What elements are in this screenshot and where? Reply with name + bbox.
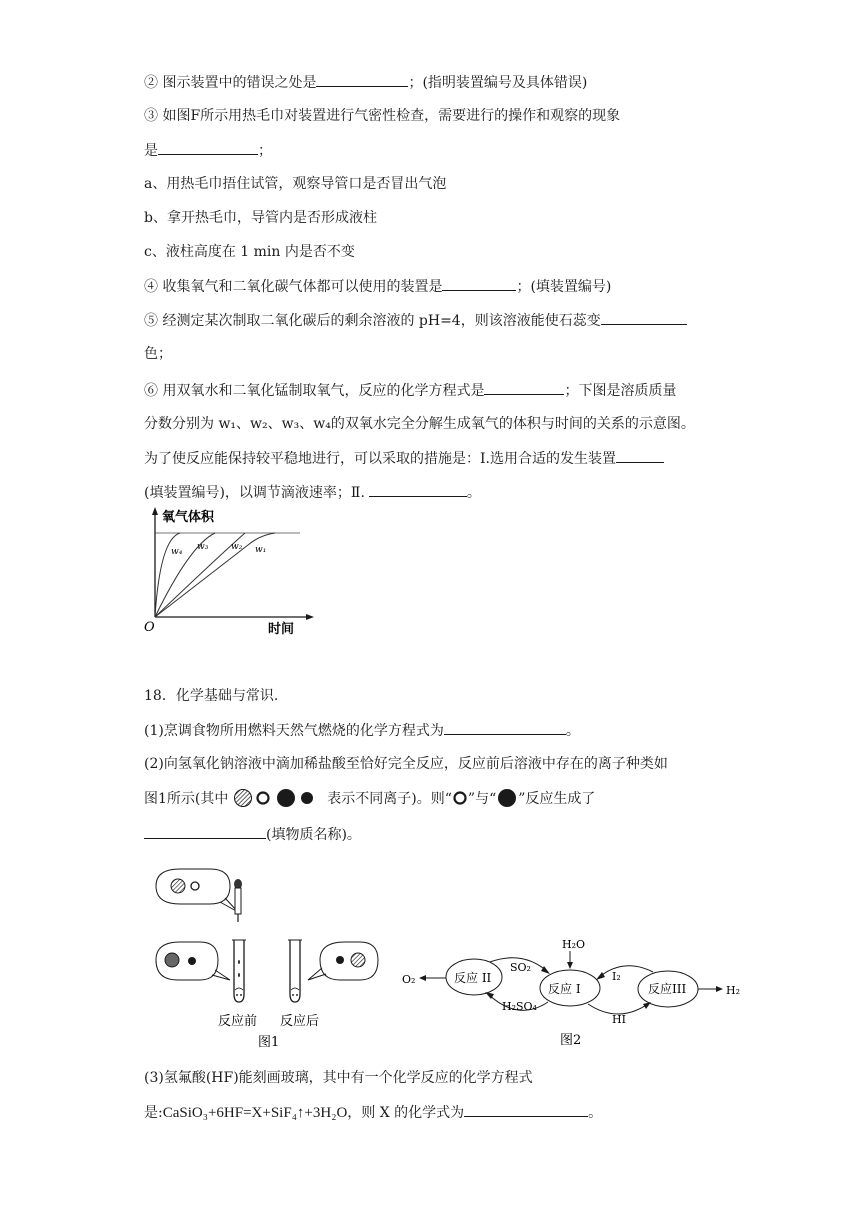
- hollow-ion-icon: [257, 793, 268, 804]
- curve-label-w1: w₁: [255, 545, 267, 555]
- answer-blank[interactable]: [158, 140, 258, 155]
- y-axis-label: 氧气体积: [162, 510, 215, 525]
- hollow-ion-icon: [191, 882, 199, 890]
- test-tube-before: [234, 940, 244, 1002]
- hatched-ion-icon: [351, 953, 365, 967]
- q17-item5: ⑤ 经测定某次制取二氧化碳后的剩余溶液的 pH=4，则该溶液能使石蕊变: [144, 310, 687, 331]
- large-dark-ion-icon: [277, 789, 295, 807]
- q17-item4: ④ 收集氧气和二氧化碳气体都可以使用的装置是 ；(填装置编号): [144, 276, 611, 297]
- q18-heading: 18．化学基础与常识.: [144, 688, 279, 704]
- answer-blank[interactable]: [144, 824, 266, 839]
- answer-blank[interactable]: [444, 720, 566, 735]
- dropper-icon: [235, 888, 241, 914]
- h2so4-label: H₂SO₄: [502, 1000, 537, 1013]
- h2o-label: H₂O: [562, 938, 586, 951]
- label-before: 反应前: [218, 1014, 258, 1029]
- option-a: a、用热毛巾捂住试管，观察导管口是否冒出气泡: [144, 176, 447, 192]
- q17-item2: ② 图示装置中的错误之处是 ；(指明装置编号及具体错误): [144, 72, 587, 93]
- q17-item3: ③ 如图F所示用热毛巾对装置进行气密性检查，需要进行的操作和观察的现象: [144, 108, 621, 124]
- q17-item6-line3: 为了使反应能保持较平稳地进行，可以采取的措施是：Ⅰ.选用合适的发生装置: [144, 448, 664, 469]
- figure-2: [398, 932, 744, 1052]
- test-tube-after: [290, 940, 300, 1002]
- o2-label: O₂: [402, 973, 416, 986]
- q17-item6-line2: 分数分别为 w₁、w₂、w₃、w₄的双氧水完全分解生成氧气的体积与时间的关系的示意图。: [144, 416, 695, 432]
- large-dark-ion-icon: [496, 788, 518, 808]
- curve-label-w4: w₄: [171, 547, 183, 557]
- curve-label-w2: w₂: [231, 542, 243, 552]
- q17-item5-line2: 色；: [144, 346, 172, 362]
- ion-legend-icons: [233, 788, 323, 808]
- small-dark-ion-icon: [188, 957, 196, 965]
- x-axis-label: 时间: [268, 622, 295, 637]
- hollow-ion-icon: [452, 790, 468, 806]
- curve-label-w3: w₃: [197, 542, 209, 552]
- answer-blank[interactable]: [616, 448, 664, 463]
- answer-blank[interactable]: [601, 310, 687, 325]
- x-axis-arrow: [306, 614, 314, 620]
- answer-blank[interactable]: [442, 276, 516, 291]
- hi-label: HI: [612, 1013, 626, 1026]
- option-c: c、液柱高度在 1 min 内是否不变: [144, 244, 355, 260]
- small-dark-ion-icon: [336, 956, 344, 964]
- q17-item3-line2: 是 ；: [144, 140, 272, 161]
- q18-part3-line1: (3)氢氟酸(HF)能刻画玻璃，其中有一个化学反应的化学方程式: [144, 1070, 533, 1086]
- reaction-1-label: 反应 I: [548, 982, 581, 996]
- q17-item6-line4: (填装置编号)，以调节滴液速率；Ⅱ. 。: [144, 482, 481, 503]
- q17-item6: ⑥ 用双氧水和二氧化锰制取氧气，反应的化学方程式是 ；下图是溶质质量: [144, 380, 676, 401]
- answer-blank[interactable]: [316, 72, 408, 87]
- reaction-2-label: 反应 II: [454, 971, 492, 985]
- answer-blank[interactable]: [464, 1102, 588, 1117]
- small-dark-ion-icon: [301, 792, 313, 804]
- option-b: b、拿开热毛巾，导管内是否形成液柱: [144, 210, 377, 226]
- hatched-ion-icon: [234, 790, 251, 807]
- curve-w4: [155, 533, 180, 617]
- h2-label: H₂: [726, 984, 741, 997]
- q18-part1: (1)烹调食物所用燃料天然气燃烧的化学方程式为 。: [144, 720, 580, 741]
- figure-1-caption: 图1: [258, 1035, 280, 1050]
- hatched-ion-icon: [171, 879, 185, 893]
- label-after: 反应后: [280, 1014, 320, 1029]
- reaction-3-label: 反应III: [648, 982, 687, 996]
- q18-part3-line2: 是:CaSiO₃+6HF=X+SiF₄↑+3H₂O，则 X 的化学式为 。: [144, 1102, 602, 1123]
- answer-blank[interactable]: [484, 380, 564, 395]
- q18-part2-line3: (填物质名称)。: [144, 824, 361, 845]
- so2-label: SO₂: [510, 961, 531, 974]
- q18-part2-line1: (2)向氢氧化钠溶液中滴加稀盐酸至恰好完全反应，反应前后溶液中存在的离子种类如: [144, 756, 668, 772]
- y-axis-arrow: [152, 507, 158, 515]
- q18-part2-line2: 图1所示(其中 表示不同离子)。则“ ”与“ ”反应生成了: [144, 788, 595, 809]
- i2-label: I₂: [612, 970, 621, 983]
- origin-label: O: [144, 620, 155, 635]
- figure-2-caption: 图2: [560, 1033, 582, 1048]
- figure-1: [150, 862, 380, 1052]
- gray-ion-icon: [165, 953, 179, 967]
- answer-blank[interactable]: [369, 482, 467, 497]
- chemical-equation: CaSiO₃+6HF=X+SiF₄↑+3H₂O: [162, 1105, 348, 1121]
- oxygen-volume-graph: [140, 505, 320, 640]
- dropper-bubble: [156, 869, 238, 912]
